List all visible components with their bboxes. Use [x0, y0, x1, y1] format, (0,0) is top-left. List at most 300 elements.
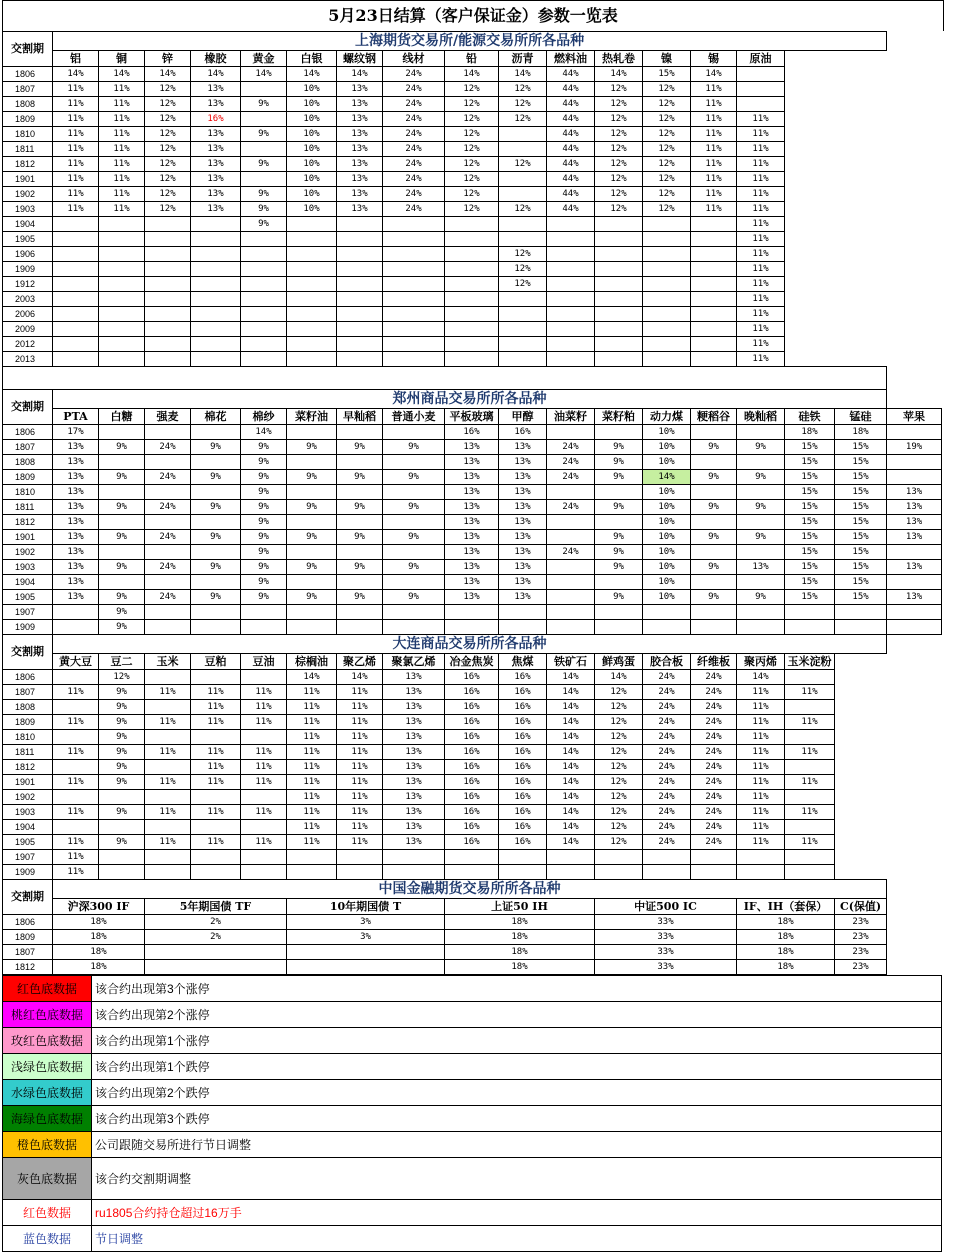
- table-row: [3, 425, 942, 440]
- value-cell: [691, 352, 737, 367]
- value-cell: 9%: [99, 685, 145, 700]
- value-cell: [595, 217, 643, 232]
- period-cell: 1811: [3, 745, 53, 760]
- value-cell: 11%: [191, 715, 241, 730]
- value-cell: 9%: [99, 760, 145, 775]
- value-cell: 24%: [145, 470, 191, 485]
- table-row: [3, 865, 942, 880]
- period-cell: 1901: [3, 172, 53, 187]
- table-row: [3, 575, 942, 590]
- value-cell: 14%: [337, 670, 383, 685]
- value-cell: 16%: [499, 425, 547, 440]
- column-header: 聚乙烯: [337, 654, 383, 670]
- value-cell: 11%: [241, 835, 287, 850]
- value-cell: [337, 262, 383, 277]
- value-cell: [547, 865, 595, 880]
- value-cell: 12%: [643, 157, 691, 172]
- value-cell: 9%: [241, 440, 287, 455]
- empty-cell: [785, 337, 887, 352]
- value-cell: 15%: [835, 545, 887, 560]
- value-cell: [337, 292, 383, 307]
- czce-exchange-name: 郑州商品交易所所各品种: [53, 390, 887, 409]
- value-cell: [241, 247, 287, 262]
- value-cell: 10%: [643, 590, 691, 605]
- value-cell: [691, 455, 737, 470]
- empty-cell: [785, 142, 887, 157]
- value-cell: [499, 142, 547, 157]
- value-cell: [445, 850, 499, 865]
- value-cell: 12%: [499, 112, 547, 127]
- value-cell: [445, 322, 499, 337]
- value-cell: 15%: [785, 545, 835, 560]
- value-cell: 9%: [383, 530, 445, 545]
- value-cell: [145, 545, 191, 560]
- value-cell: [445, 337, 499, 352]
- value-cell: [595, 850, 643, 865]
- value-cell: [499, 187, 547, 202]
- value-cell: 13%: [337, 172, 383, 187]
- value-cell: 16%: [445, 820, 499, 835]
- value-cell: [643, 337, 691, 352]
- value-cell: 9%: [191, 590, 241, 605]
- value-cell: 24%: [145, 500, 191, 515]
- value-cell: 11%: [287, 790, 337, 805]
- dce-exchange-name: 大连商品交易所所各品种: [53, 635, 887, 654]
- value-cell: [691, 307, 737, 322]
- value-cell: [241, 352, 287, 367]
- value-cell: [191, 605, 241, 620]
- period-cell: 1807: [3, 440, 53, 455]
- value-cell: [383, 247, 445, 262]
- period-cell: 1903: [3, 202, 53, 217]
- value-cell: [835, 605, 887, 620]
- period-cell: 1811: [3, 500, 53, 515]
- empty-cell: [835, 745, 887, 760]
- value-cell: 11%: [737, 820, 785, 835]
- value-cell: 9%: [191, 470, 241, 485]
- value-cell: 11%: [691, 187, 737, 202]
- period-cell: 2009: [3, 322, 53, 337]
- value-cell: [547, 560, 595, 575]
- period-cell: 1907: [3, 850, 53, 865]
- table-row: [3, 67, 942, 82]
- margin-table: [2, 31, 942, 975]
- czce-column-header-row: [3, 409, 942, 425]
- section-spacer: [3, 367, 942, 390]
- value-cell: 13%: [191, 202, 241, 217]
- value-cell: 11%: [53, 805, 99, 820]
- value-cell: 15%: [785, 440, 835, 455]
- value-cell: 24%: [383, 157, 445, 172]
- column-header: 热轧卷: [595, 51, 643, 67]
- value-cell: 9%: [737, 470, 785, 485]
- value-cell: 16%: [499, 835, 547, 850]
- value-cell: 16%: [445, 805, 499, 820]
- value-cell: 14%: [287, 670, 337, 685]
- value-cell: 10%: [643, 500, 691, 515]
- value-cell: 33%: [595, 960, 737, 975]
- period-cell: 1902: [3, 187, 53, 202]
- period-cell: 1906: [3, 247, 53, 262]
- value-cell: 9%: [241, 217, 287, 232]
- table-row: [3, 440, 942, 455]
- value-cell: 12%: [145, 142, 191, 157]
- value-cell: [643, 262, 691, 277]
- value-cell: [145, 337, 191, 352]
- value-cell: [337, 352, 383, 367]
- value-cell: [287, 850, 337, 865]
- empty-cell: [785, 202, 887, 217]
- value-cell: 14%: [547, 820, 595, 835]
- value-cell: [241, 292, 287, 307]
- value-cell: 24%: [643, 820, 691, 835]
- value-cell: [287, 217, 337, 232]
- period-cell: 1812: [3, 960, 53, 975]
- value-cell: 10%: [287, 82, 337, 97]
- value-cell: 9%: [241, 560, 287, 575]
- period-cell: 2013: [3, 352, 53, 367]
- spacer-cell: [3, 367, 887, 390]
- value-cell: 13%: [191, 82, 241, 97]
- value-cell: [337, 515, 383, 530]
- value-cell: 11%: [737, 247, 785, 262]
- value-cell: 9%: [737, 440, 785, 455]
- table-row: [3, 262, 942, 277]
- value-cell: 17%: [53, 425, 99, 440]
- value-cell: [53, 247, 99, 262]
- value-cell: 9%: [191, 560, 241, 575]
- column-header: 普通小麦: [383, 409, 445, 425]
- value-cell: [287, 262, 337, 277]
- value-cell: 14%: [691, 67, 737, 82]
- value-cell: [53, 760, 99, 775]
- legend-swatch-label: 橙色底数据: [3, 1132, 92, 1158]
- value-cell: [643, 247, 691, 262]
- column-header: 黄大豆: [53, 654, 99, 670]
- value-cell: 9%: [383, 470, 445, 485]
- value-cell: 24%: [643, 760, 691, 775]
- table-row: [3, 247, 942, 262]
- value-cell: [547, 530, 595, 545]
- value-cell: 16%: [445, 700, 499, 715]
- value-cell: 16%: [445, 790, 499, 805]
- column-header: 锌: [145, 51, 191, 67]
- value-cell: [691, 337, 737, 352]
- value-cell: [499, 337, 547, 352]
- value-cell: 9%: [737, 500, 785, 515]
- value-cell: [53, 670, 99, 685]
- value-cell: 9%: [191, 530, 241, 545]
- value-cell: 24%: [145, 560, 191, 575]
- column-header: 线材: [383, 51, 445, 67]
- period-cell: 2006: [3, 307, 53, 322]
- empty-cell: [835, 715, 887, 730]
- value-cell: 24%: [547, 440, 595, 455]
- value-cell: [445, 232, 499, 247]
- value-cell: [595, 322, 643, 337]
- value-cell: 13%: [53, 545, 99, 560]
- value-cell: [99, 545, 145, 560]
- value-cell: 9%: [99, 745, 145, 760]
- value-cell: [691, 232, 737, 247]
- value-cell: [191, 292, 241, 307]
- value-cell: 11%: [145, 685, 191, 700]
- value-cell: [53, 620, 99, 635]
- empty-cell: [785, 307, 887, 322]
- period-cell: 1912: [3, 277, 53, 292]
- value-cell: 9%: [99, 500, 145, 515]
- value-cell: 15%: [785, 575, 835, 590]
- value-cell: [445, 277, 499, 292]
- value-cell: [53, 232, 99, 247]
- value-cell: 24%: [643, 805, 691, 820]
- value-cell: [99, 232, 145, 247]
- value-cell: 9%: [241, 455, 287, 470]
- value-cell: [643, 217, 691, 232]
- value-cell: 13%: [445, 545, 499, 560]
- value-cell: 13%: [383, 835, 445, 850]
- value-cell: 24%: [691, 820, 737, 835]
- value-cell: [145, 670, 191, 685]
- value-cell: [785, 865, 835, 880]
- value-cell: [99, 865, 145, 880]
- period-header: 交割期: [3, 32, 53, 67]
- column-header: 铝: [53, 51, 99, 67]
- table-row: [3, 545, 942, 560]
- value-cell: 13%: [337, 187, 383, 202]
- value-cell: [145, 232, 191, 247]
- value-cell: 12%: [595, 760, 643, 775]
- table-row: [3, 500, 942, 515]
- value-cell: 13%: [499, 440, 547, 455]
- value-cell: 13%: [383, 760, 445, 775]
- value-cell: 13%: [53, 515, 99, 530]
- value-cell: [595, 620, 643, 635]
- value-cell: [887, 620, 942, 635]
- value-cell: [287, 545, 337, 560]
- value-cell: 12%: [445, 97, 499, 112]
- column-header: 苹果: [887, 409, 942, 425]
- value-cell: 11%: [53, 685, 99, 700]
- column-header: 纤维板: [691, 654, 737, 670]
- value-cell: 16%: [445, 670, 499, 685]
- value-cell: 11%: [191, 745, 241, 760]
- column-header: 硅铁: [785, 409, 835, 425]
- value-cell: [287, 277, 337, 292]
- value-cell: 14%: [547, 790, 595, 805]
- value-cell: 24%: [383, 187, 445, 202]
- value-cell: 12%: [595, 142, 643, 157]
- value-cell: [445, 307, 499, 322]
- value-cell: 2%: [145, 915, 287, 930]
- value-cell: 11%: [287, 730, 337, 745]
- value-cell: [383, 337, 445, 352]
- column-header: 铅: [445, 51, 499, 67]
- value-cell: 24%: [691, 685, 737, 700]
- value-cell: 13%: [383, 700, 445, 715]
- table-row: [3, 715, 942, 730]
- period-cell: 1808: [3, 455, 53, 470]
- value-cell: 11%: [53, 835, 99, 850]
- value-cell: [383, 865, 445, 880]
- value-cell: [383, 850, 445, 865]
- value-cell: [337, 277, 383, 292]
- value-cell: [241, 322, 287, 337]
- value-cell: 10%: [643, 440, 691, 455]
- value-cell: 18%: [53, 915, 145, 930]
- column-header: 豆二: [99, 654, 145, 670]
- value-cell: [643, 322, 691, 337]
- value-cell: [595, 515, 643, 530]
- value-cell: 16%: [499, 685, 547, 700]
- value-cell: 13%: [445, 485, 499, 500]
- value-cell: [737, 455, 785, 470]
- value-cell: 16%: [445, 745, 499, 760]
- value-cell: [785, 760, 835, 775]
- period-cell: 1806: [3, 425, 53, 440]
- period-cell: 1808: [3, 97, 53, 112]
- value-cell: 12%: [595, 112, 643, 127]
- value-cell: 24%: [383, 97, 445, 112]
- value-cell: [337, 545, 383, 560]
- value-cell: 18%: [737, 915, 835, 930]
- value-cell: 12%: [595, 700, 643, 715]
- empty-cell: [835, 775, 887, 790]
- column-header: 胶合板: [643, 654, 691, 670]
- value-cell: [53, 605, 99, 620]
- value-cell: 12%: [145, 112, 191, 127]
- value-cell: 9%: [99, 560, 145, 575]
- value-cell: 10%: [287, 187, 337, 202]
- value-cell: 9%: [241, 97, 287, 112]
- value-cell: 11%: [785, 835, 835, 850]
- value-cell: 11%: [145, 775, 191, 790]
- value-cell: [691, 277, 737, 292]
- value-cell: 13%: [53, 575, 99, 590]
- value-cell: [191, 575, 241, 590]
- value-cell: [691, 620, 737, 635]
- value-cell: 13%: [191, 142, 241, 157]
- value-cell: 23%: [835, 930, 887, 945]
- period-cell: 1806: [3, 67, 53, 82]
- shfe-exchange-name: 上海期货交易所/能源交易所所各品种: [53, 32, 887, 51]
- value-cell: 9%: [99, 620, 145, 635]
- value-cell: 11%: [691, 82, 737, 97]
- value-cell: 12%: [595, 202, 643, 217]
- value-cell: 9%: [691, 470, 737, 485]
- value-cell: 11%: [99, 142, 145, 157]
- value-cell: 15%: [785, 560, 835, 575]
- column-header: 棉花: [191, 409, 241, 425]
- value-cell: [145, 277, 191, 292]
- value-cell: 11%: [53, 157, 99, 172]
- table-row: [3, 745, 942, 760]
- value-cell: 11%: [145, 715, 191, 730]
- value-cell: 11%: [145, 745, 191, 760]
- value-cell: [99, 247, 145, 262]
- column-header: 油菜籽: [547, 409, 595, 425]
- value-cell: 9%: [595, 455, 643, 470]
- value-cell: [241, 730, 287, 745]
- empty-cell: [835, 760, 887, 775]
- empty-cell: [835, 730, 887, 745]
- value-cell: [337, 217, 383, 232]
- value-cell: [547, 247, 595, 262]
- value-cell: 9%: [595, 470, 643, 485]
- column-header: 铜: [99, 51, 145, 67]
- value-cell: [191, 307, 241, 322]
- period-cell: 1903: [3, 805, 53, 820]
- value-cell: 11%: [191, 835, 241, 850]
- legend-description: 该合约出现第2个跌停: [92, 1080, 942, 1106]
- empty-cell: [785, 172, 887, 187]
- value-cell: 11%: [691, 202, 737, 217]
- value-cell: 12%: [145, 157, 191, 172]
- legend-row: [3, 976, 942, 1002]
- value-cell: [737, 425, 785, 440]
- value-cell: [785, 730, 835, 745]
- value-cell: 9%: [383, 440, 445, 455]
- value-cell: [191, 322, 241, 337]
- period-cell: 1809: [3, 715, 53, 730]
- value-cell: [241, 850, 287, 865]
- value-cell: [499, 865, 547, 880]
- value-cell: [191, 545, 241, 560]
- value-cell: [145, 960, 287, 975]
- value-cell: 11%: [145, 835, 191, 850]
- value-cell: 9%: [595, 440, 643, 455]
- value-cell: [337, 850, 383, 865]
- value-cell: [499, 322, 547, 337]
- table-row: [3, 485, 942, 500]
- value-cell: [145, 790, 191, 805]
- value-cell: 12%: [445, 172, 499, 187]
- value-cell: 13%: [499, 575, 547, 590]
- table-row: [3, 277, 942, 292]
- column-header: 原油: [737, 51, 785, 67]
- value-cell: 24%: [547, 545, 595, 560]
- value-cell: [643, 232, 691, 247]
- value-cell: [145, 455, 191, 470]
- value-cell: [737, 485, 785, 500]
- value-cell: 11%: [99, 172, 145, 187]
- value-cell: [145, 352, 191, 367]
- value-cell: [145, 575, 191, 590]
- empty-cell: [785, 232, 887, 247]
- value-cell: 13%: [445, 440, 499, 455]
- value-cell: 11%: [287, 835, 337, 850]
- value-cell: [145, 820, 191, 835]
- value-cell: 11%: [785, 685, 835, 700]
- value-cell: 13%: [383, 805, 445, 820]
- value-cell: 11%: [287, 715, 337, 730]
- empty-cell: [785, 157, 887, 172]
- legend-row: [3, 1106, 942, 1132]
- value-cell: [241, 172, 287, 187]
- value-cell: 23%: [835, 960, 887, 975]
- value-cell: 14%: [547, 730, 595, 745]
- value-cell: 9%: [99, 805, 145, 820]
- value-cell: [287, 307, 337, 322]
- value-cell: [145, 485, 191, 500]
- value-cell: [53, 790, 99, 805]
- value-cell: [145, 292, 191, 307]
- value-cell: 10%: [287, 172, 337, 187]
- value-cell: 12%: [499, 262, 547, 277]
- table-row: [3, 605, 942, 620]
- value-cell: 11%: [691, 112, 737, 127]
- value-cell: [145, 247, 191, 262]
